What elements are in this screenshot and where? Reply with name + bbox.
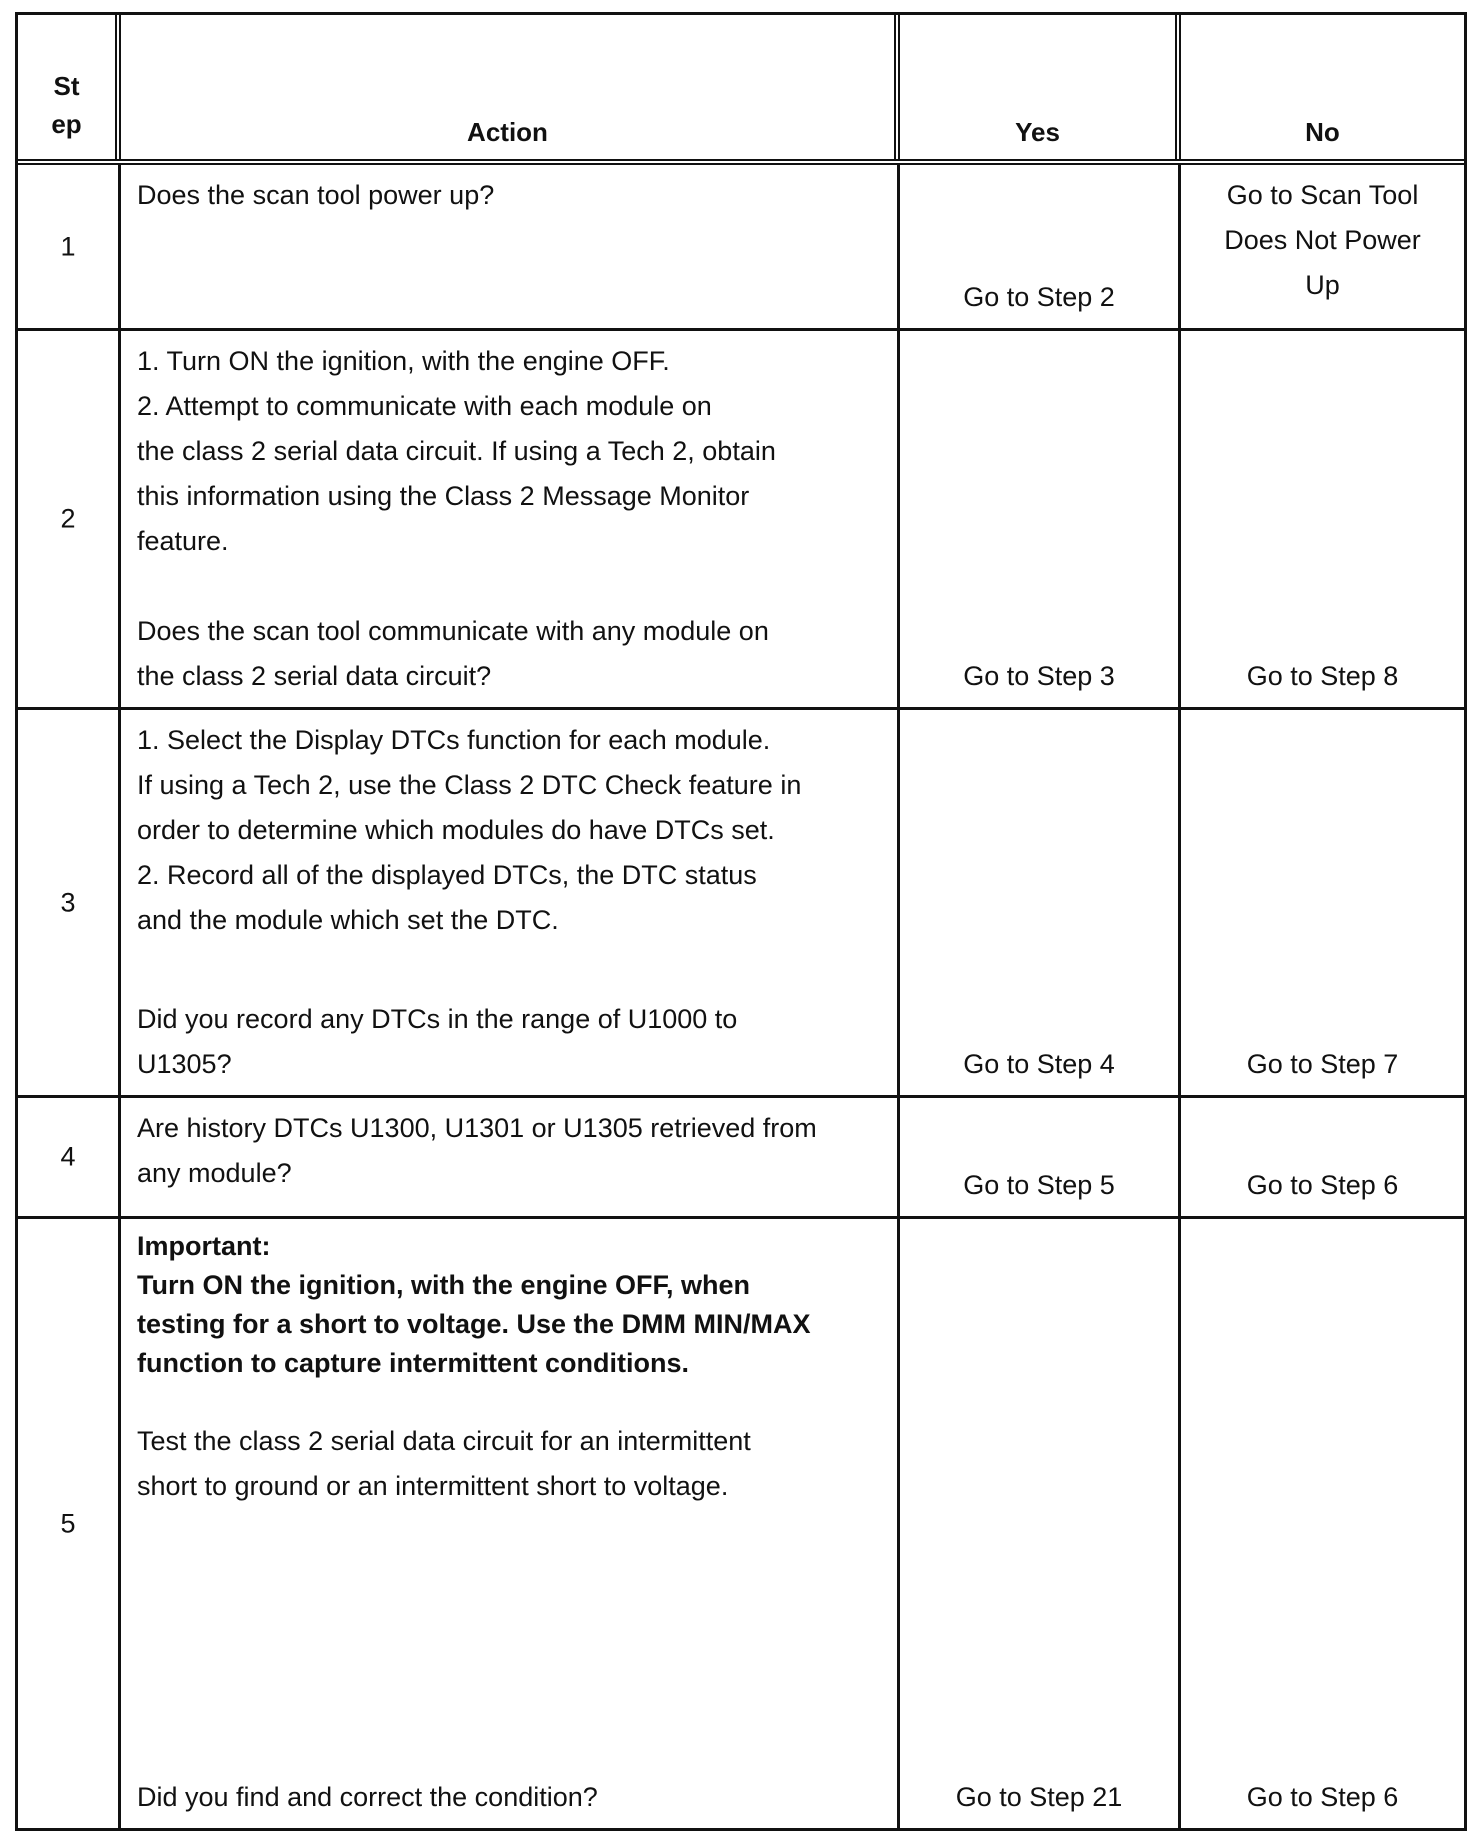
no-cell: [1181, 710, 1464, 1095]
important-line: Turn ON the ignition, with the engine OFF, when: [137, 1270, 750, 1300]
yes-link[interactable]: Go to Step 21: [955, 1782, 1123, 1812]
step-cell: [18, 710, 121, 1095]
important-note: [137, 1227, 887, 1383]
action-line: short to ground or an intermittent short to voltage.: [137, 1471, 729, 1501]
important-line: function to capture intermittent conditions.: [137, 1348, 689, 1378]
action-line: 2. Attempt to communicate with each module on: [137, 391, 712, 421]
yes-cell: [900, 165, 1181, 328]
question-line: the class 2 serial data circuit?: [137, 661, 492, 691]
action-cell: [121, 165, 900, 328]
action-text: [137, 718, 887, 943]
no-link[interactable]: Go to Step 6: [1246, 1170, 1399, 1200]
step-cell: [18, 165, 121, 328]
question-line: Did you find and correct the condition?: [137, 1782, 598, 1812]
yes-cell: [900, 710, 1181, 1095]
no-link-line: Does Not Power: [1224, 225, 1421, 255]
action-line: and the module which set the DTC.: [137, 905, 559, 935]
no-link[interactable]: Go to Step 8: [1246, 661, 1399, 691]
action-line: this information using the Class 2 Message Monitor: [137, 481, 750, 511]
table-row-step-3: [18, 710, 1464, 1098]
action-text: [137, 339, 887, 564]
header-no-label: No: [1305, 117, 1340, 147]
yes-link[interactable]: Go to Step 2: [963, 282, 1115, 312]
no-cell: [1181, 1219, 1464, 1828]
no-cell: [1181, 165, 1464, 328]
step-cell: [18, 1219, 121, 1828]
step-number: 1: [60, 231, 76, 261]
yes-link[interactable]: Go to Step 5: [963, 1170, 1115, 1200]
action-line: Does the scan tool power up?: [137, 180, 495, 210]
action-cell: [121, 710, 900, 1095]
header-step-line1: St: [53, 71, 80, 101]
step-number: 4: [60, 1141, 76, 1172]
question-line: Does the scan tool communicate with any module on: [137, 616, 769, 646]
action-line: 1. Select the Display DTCs function for each module.: [137, 725, 771, 755]
header-step-line2: ep: [51, 109, 82, 139]
step-number: 3: [60, 887, 76, 917]
yes-cell: [900, 1098, 1181, 1216]
important-line: testing for a short to voltage. Use the DMM MIN/MAX: [137, 1309, 811, 1339]
action-line: the class 2 serial data circuit. If using a Tech 2, obtain: [137, 436, 776, 466]
action-text: [137, 1106, 887, 1196]
yes-cell: [900, 331, 1181, 707]
diagnostic-table: [15, 12, 1467, 1831]
action-question: [137, 997, 887, 1087]
action-cell: [121, 1219, 900, 1828]
action-line: Test the class 2 serial data circuit for an intermittent: [137, 1426, 751, 1456]
table-row-step-1: [18, 165, 1464, 331]
table-row-step-2: [18, 331, 1464, 710]
table-row-step-4: [18, 1098, 1464, 1219]
action-text: [137, 173, 887, 218]
question-line: U1305?: [137, 1049, 232, 1079]
header-action-label: Action: [467, 117, 548, 147]
yes-cell: [900, 1219, 1181, 1828]
step-number: 2: [60, 503, 76, 534]
action-line: feature.: [137, 526, 229, 556]
action-question: [137, 1775, 887, 1820]
action-line: Are history DTCs U1300, U1301 or U1305 retrieved from: [137, 1113, 817, 1143]
action-line: If using a Tech 2, use the Class 2 DTC Check feature in: [137, 770, 802, 800]
action-cell: [121, 331, 900, 707]
no-cell: [1181, 1098, 1464, 1216]
action-line: order to determine which modules do have DTCs set.: [137, 815, 775, 845]
table-row-step-5: [18, 1219, 1464, 1828]
no-cell: [1181, 331, 1464, 707]
action-question: [137, 609, 887, 699]
yes-link[interactable]: Go to Step 3: [963, 661, 1115, 691]
header-action: [121, 15, 900, 159]
action-line: 1. Turn ON the ignition, with the engine OFF.: [137, 346, 670, 376]
header-no: [1181, 15, 1464, 159]
header-yes: [900, 15, 1181, 159]
action-cell: [121, 1098, 900, 1216]
step-cell: [18, 1098, 121, 1216]
no-link[interactable]: Go to Step 6: [1246, 1782, 1399, 1812]
no-link-line: Go to Scan Tool: [1226, 180, 1419, 210]
table-header-row: [18, 15, 1464, 165]
question-line: Did you record any DTCs in the range of U1000 to: [137, 1004, 738, 1034]
header-yes-label: Yes: [1015, 117, 1060, 147]
no-link[interactable]: [1181, 173, 1464, 308]
header-step: [18, 15, 121, 159]
yes-link[interactable]: Go to Step 4: [963, 1049, 1115, 1079]
no-link[interactable]: Go to Step 7: [1246, 1049, 1399, 1079]
important-heading: Important:: [137, 1231, 271, 1261]
action-text: [137, 1227, 887, 1509]
action-line: any module?: [137, 1158, 292, 1188]
action-line: 2. Record all of the displayed DTCs, the DTC status: [137, 860, 757, 890]
step-cell: [18, 331, 121, 707]
step-number: 5: [60, 1508, 76, 1538]
no-link-line: Up: [1305, 270, 1340, 300]
